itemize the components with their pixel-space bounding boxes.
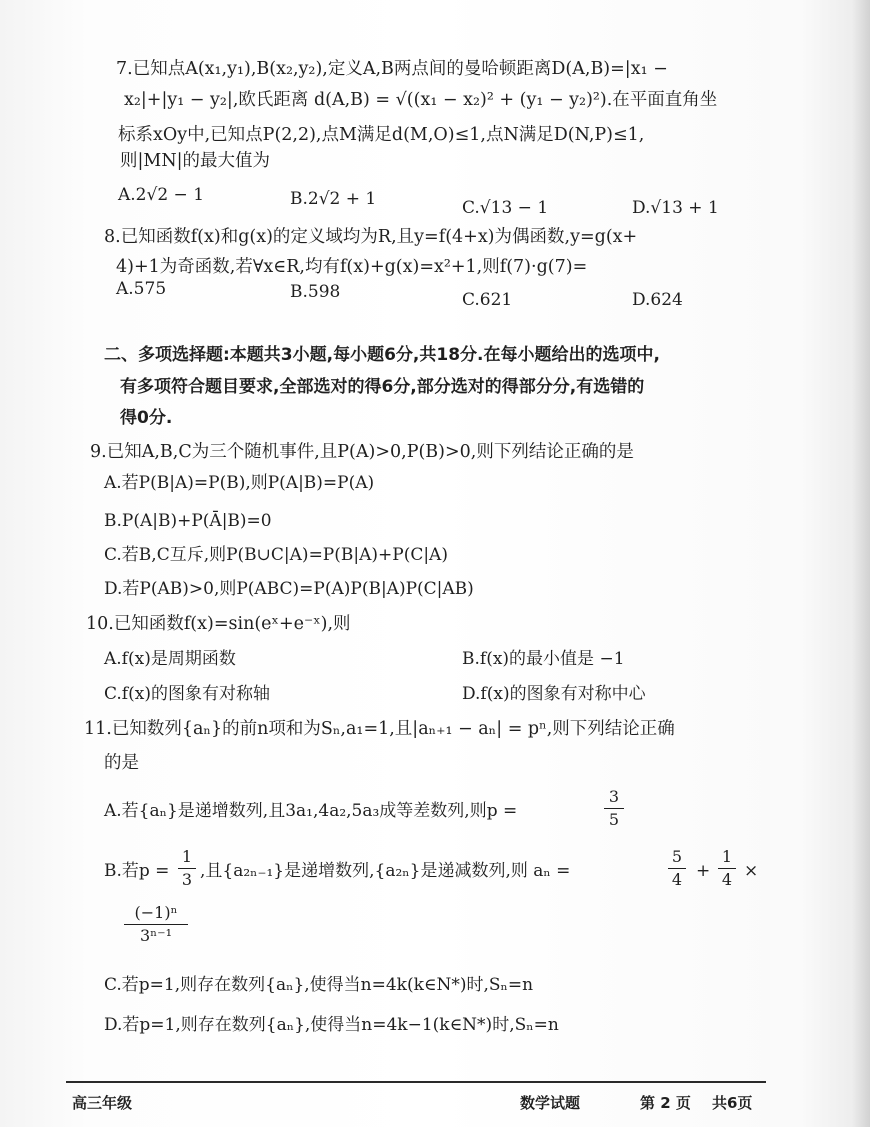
q11-option-c: C.若p=1,则存在数列{aₙ},使得当n=4k(k∈N*)时,Sₙ=n bbox=[104, 975, 534, 995]
fraction-bar bbox=[124, 924, 188, 925]
q7-line-3: 标系xOy中,已知点P(2,2),点M满足d(M,O)≤1,点N满足D(N,P)≤1, bbox=[118, 125, 645, 145]
fraction-denominator: 3ⁿ⁻¹ bbox=[140, 926, 172, 945]
footer-subject: 数学试题 bbox=[520, 1094, 581, 1112]
q10-option-b: B.f(x)的最小值是 −1 bbox=[462, 649, 625, 669]
q10-stem: 10.已知函数f(x)=sin(eˣ+e⁻ˣ),则 bbox=[86, 614, 351, 634]
q11-option-b-plus: + bbox=[696, 861, 711, 881]
q11-option-b-times: × bbox=[744, 861, 759, 881]
fraction-numerator: 5 bbox=[671, 847, 683, 866]
q7-line-4: 则|MN|的最大值为 bbox=[120, 151, 271, 171]
q11-option-b-prefix: B.若p = bbox=[104, 861, 170, 881]
fraction-bar bbox=[718, 868, 736, 869]
q8-line-1: 8.已知函数f(x)和g(x)的定义域均为R,且y=f(4+x)为偶函数,y=g(x+ bbox=[104, 227, 638, 247]
q10-option-c: C.f(x)的图象有对称轴 bbox=[104, 684, 270, 704]
q11-option-a-fraction bbox=[604, 788, 624, 829]
q11-option-b-fraction-1-4 bbox=[718, 848, 736, 889]
q10-option-d: D.f(x)的图象有对称中心 bbox=[462, 684, 646, 704]
q8-option-c: C.621 bbox=[462, 290, 513, 310]
section2-heading-line-2: 有多项符合题目要求,全部选对的得6分,部分选对的得部分分,有选错的 bbox=[120, 377, 645, 397]
q7-line-1: 7.已知点A(x₁,y₁),B(x₂,y₂),定义A,B两点间的曼哈顿距离D(A,B)=|x₁ − bbox=[116, 59, 668, 79]
q7-option-d: D.√13 + 1 bbox=[632, 198, 719, 218]
footer-grade: 高三年级 bbox=[72, 1094, 133, 1112]
q11-option-b-fraction-p bbox=[178, 848, 196, 889]
footer-page-number: 第 2 页 bbox=[640, 1094, 691, 1112]
fraction-denominator: 3 bbox=[181, 870, 193, 889]
page-edge-shadow bbox=[852, 0, 870, 1127]
fraction-bar bbox=[178, 868, 196, 869]
fraction-numerator: 1 bbox=[181, 847, 193, 866]
q11-option-d: D.若p=1,则存在数列{aₙ},使得当n=4k−1(k∈N*)时,Sₙ=n bbox=[104, 1015, 559, 1035]
q9-option-c: C.若B,C互斥,则P(B∪C|A)=P(B|A)+P(C|A) bbox=[104, 545, 448, 565]
q8-line-2: 4)+1为奇函数,若∀x∈R,均有f(x)+g(x)=x²+1,则f(7)·g(7)= bbox=[116, 257, 588, 277]
section2-heading-line-1: 二、多项选择题:本题共3小题,每小题6分,共18分.在每小题给出的选项中, bbox=[104, 345, 660, 365]
q8-option-b: B.598 bbox=[290, 282, 341, 302]
q9-option-a: A.若P(B|A)=P(B),则P(A|B)=P(A) bbox=[104, 473, 375, 493]
q11-option-b-fraction-5-4 bbox=[668, 848, 686, 889]
fraction-denominator: 4 bbox=[671, 870, 683, 889]
q9-option-b: B.P(A|B)+P(Ā|B)=0 bbox=[104, 511, 272, 531]
section2-heading-line-3: 得0分. bbox=[120, 408, 173, 428]
fraction-numerator: 1 bbox=[721, 847, 733, 866]
fraction-numerator: (−1)ⁿ bbox=[134, 903, 178, 922]
q9-option-d: D.若P(AB)>0,则P(ABC)=P(A)P(B|A)P(C|AB) bbox=[104, 579, 474, 599]
fraction-denominator: 5 bbox=[608, 810, 620, 829]
fraction-bar bbox=[668, 868, 686, 869]
q10-option-a: A.f(x)是周期函数 bbox=[104, 649, 236, 669]
q11-line-1: 11.已知数列{aₙ}的前n项和为Sₙ,a₁=1,且|aₙ₊₁ − aₙ| = pⁿ,则下列结论正确 bbox=[84, 719, 675, 739]
q11-option-a: A.若{aₙ}是递增数列,且3a₁,4a₂,5a₃成等差数列,则p = bbox=[104, 801, 518, 821]
fraction-numerator: 3 bbox=[608, 787, 620, 806]
fraction-bar bbox=[604, 808, 624, 809]
q9-stem: 9.已知A,B,C为三个随机事件,且P(A)>0,P(B)>0,则下列结论正确的是 bbox=[90, 442, 634, 462]
q7-option-a: A.2√2 − 1 bbox=[118, 185, 205, 205]
footer-rule bbox=[66, 1081, 766, 1083]
q8-option-d: D.624 bbox=[632, 290, 683, 310]
q11-option-b-text: ,且{a₂ₙ₋₁}是递增数列,{a₂ₙ}是递减数列,则 aₙ = bbox=[200, 861, 571, 881]
q11-option-b-fraction-power bbox=[124, 904, 188, 945]
q7-line-2: x₂|+|y₁ − y₂|,欧氏距离 d(A,B) = √((x₁ − x₂)² + (y₁ − y₂)²).在平面直角坐 bbox=[124, 90, 718, 110]
q8-option-a: A.575 bbox=[116, 279, 167, 299]
footer-total-pages: 共6页 bbox=[712, 1094, 753, 1112]
fraction-denominator: 4 bbox=[721, 870, 733, 889]
q7-option-b: B.2√2 + 1 bbox=[290, 189, 377, 209]
q7-option-c: C.√13 − 1 bbox=[462, 198, 549, 218]
q11-line-2: 的是 bbox=[104, 753, 139, 773]
